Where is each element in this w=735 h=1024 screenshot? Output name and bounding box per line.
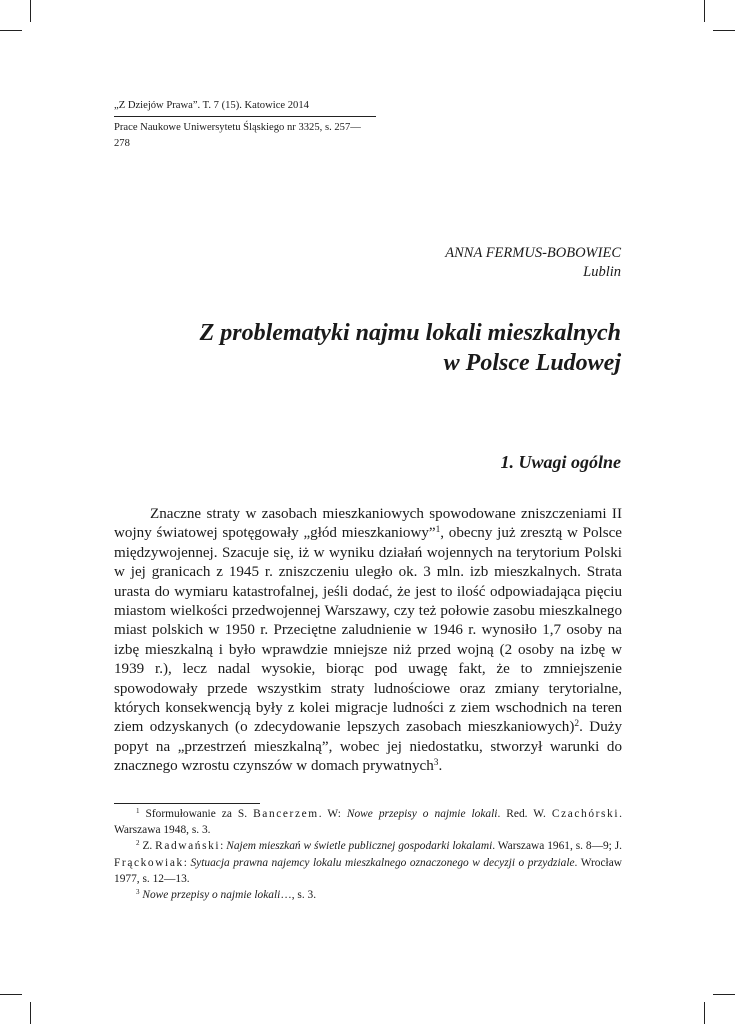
- footnote-1-text-c: . Red. W.: [497, 808, 552, 820]
- footnote-ref-2: 2: [574, 719, 580, 730]
- author-name: ANNA FERMUS-BOBOWIEC: [445, 245, 621, 261]
- footnote-2-title-1: Najem mieszkań w świetle publicznej gospodarki lokalami: [226, 840, 493, 853]
- footnote-2: [114, 838, 622, 887]
- footnote-rule: [114, 803, 260, 804]
- crop-mark-top-right-h: [713, 30, 735, 31]
- footnote-2-number: 2: [136, 839, 140, 848]
- journal-line: „Z Dziejów Prawa”. T. 7 (15). Katowice 2014: [114, 100, 309, 111]
- crop-mark-bottom-right-v: [704, 1002, 705, 1024]
- footnote-3-text-a: …, s. 3.: [280, 889, 317, 902]
- footnote-2-text-c: . Warszawa 1961, s. 8—9; J.: [492, 840, 623, 853]
- body-text: [114, 505, 622, 777]
- title-line-1: Z problematyki najmu lokali mieszkalnych: [199, 320, 621, 346]
- title-line-2: w Polsce Ludowej: [443, 350, 621, 376]
- crop-mark-bottom-left-h: [0, 994, 22, 995]
- footnote-3-number: 3: [136, 888, 140, 897]
- body-text-part-4: .: [438, 758, 443, 775]
- footnote-2-text-a: Z.: [142, 840, 156, 853]
- body-text-part-2: , obecny już zresztą w Polsce międzywojennej. Szacuje się, iż w wyniku działań wojennych na terytorium Polski w jej granicach z 1945 r. zniszczeniu uległo ok. 3 mln. izb mieszkalnych. Strata urasta do wymiaru katastrofalnej, jeśli dodać, że jest to ilość odpowiadająca pięciu miastom wielkości przedwojennej Warszawy, czy też połowie zasobu mieszkalnego miast polskich w 1950 r. Przeciętne zaludnienie w 1946 r. wynosiło 1,7 osoby na izbę mieszkalną i było wprawdzie mniejsze niż przed wojną (2 osoby na izbę w 1939 r.), lecz nadal wysokie, biorąc pod uwagę fakt, że to zmniejszenie spowodowały przede wszystkim straty ludnościowe oraz zmiany terytorialne, których konsekwencją były z kolei migracje ludności z ziem wschodnich na teren ziem odzyskanych (o zdecydowanie lepszych zasobach mieszkaniowych): [114, 525, 622, 736]
- footnote-1-number: 1: [136, 807, 140, 816]
- footnotes: [114, 806, 622, 903]
- header-rule: [114, 116, 376, 117]
- author-city: Lublin: [583, 264, 621, 280]
- footnote-2-text-e: . Wrocław 1977, s. 12—13.: [114, 856, 622, 885]
- body-text-part-3: . Duży popyt na „przestrzeń mieszkalną”, wobec jej niedostatku, stworzył warunki do znacznego wzrostu czynszów w domach prywatnych: [114, 719, 622, 775]
- footnote-1-text-b: . W:: [318, 808, 347, 820]
- footnote-2-text-b: :: [220, 840, 227, 853]
- crop-mark-top-left-v: [30, 0, 31, 22]
- footnote-3-title: Nowe przepisy o najmie lokali: [142, 889, 281, 902]
- footnote-ref-1: 1: [435, 525, 441, 536]
- footnote-2-text-d: :: [183, 856, 191, 869]
- footnote-ref-3: 3: [433, 758, 439, 769]
- crop-mark-bottom-right-h: [713, 994, 735, 995]
- footnote-1-title: Nowe przepisy o najmie lokali: [346, 808, 498, 820]
- footnote-1-editor: Czachórski: [551, 808, 620, 820]
- footnote-1-text-a: Sformułowanie za S.: [145, 808, 254, 820]
- section-heading: 1. Uwagi ogólne: [500, 452, 621, 472]
- footnote-3: [114, 887, 622, 903]
- crop-mark-top-right-v: [704, 0, 705, 22]
- footnote-1-author: Bancerzem: [253, 808, 319, 820]
- body-text-part-1: Znaczne straty w zasobach mieszkaniowych spowodowane zniszczeniami II wojny światowej spotęgowały „głód mieszkaniowy”: [114, 506, 622, 542]
- body-paragraph: [114, 505, 622, 777]
- footnote-1-text-d: . Warszawa 1948, s. 3.: [114, 808, 622, 837]
- article-title: [101, 318, 621, 378]
- crop-mark-bottom-left-v: [30, 1002, 31, 1024]
- footnote-2-title-2: Sytuacja prawna najemcy lokalu mieszkalnego oznaczonego w decyzji o przydziale: [190, 856, 575, 869]
- journal-header: [114, 98, 376, 152]
- author-block: [445, 244, 621, 282]
- footnote-1: [114, 806, 622, 838]
- crop-mark-top-left-h: [0, 30, 22, 31]
- footnote-2-author-2: Frąckowiak: [114, 856, 184, 869]
- series-line: Prace Naukowe Uniwersytetu Śląskiego nr 3325, s. 257—278: [114, 122, 361, 149]
- footnote-2-author-1: Radwański: [155, 840, 221, 853]
